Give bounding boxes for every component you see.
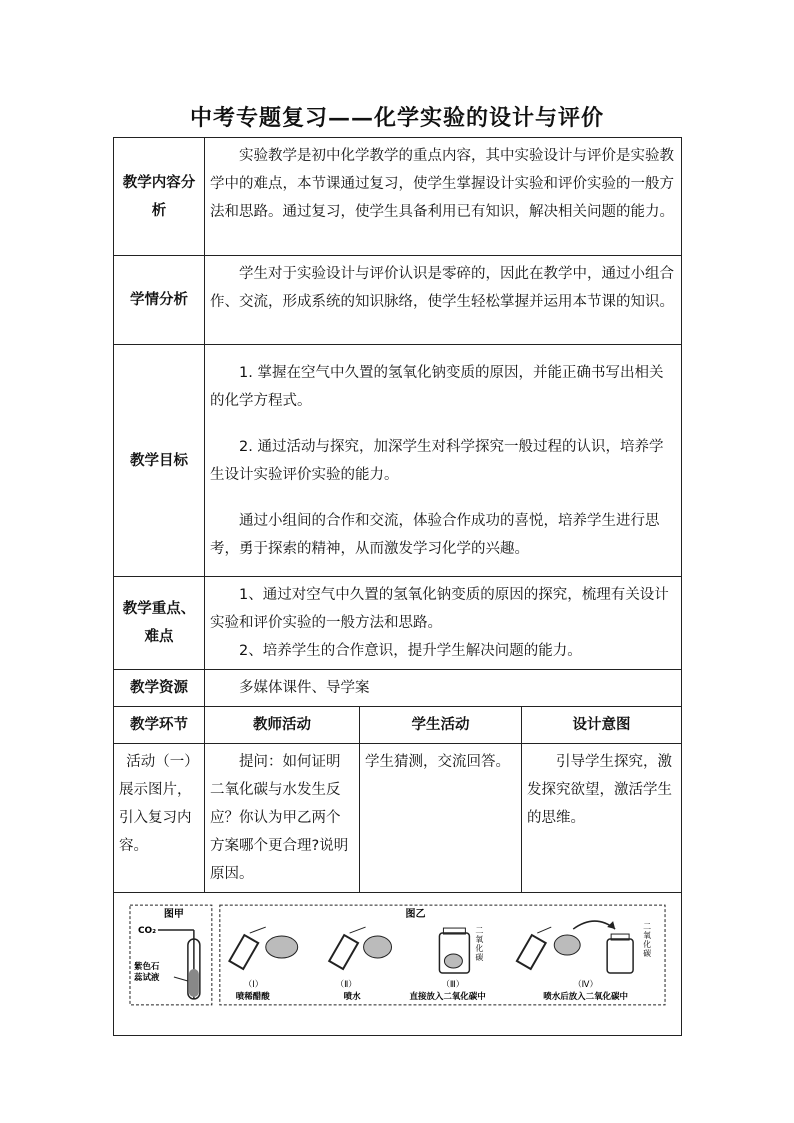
label-objectives: 教学目标 bbox=[114, 345, 205, 577]
row-resources bbox=[114, 670, 682, 707]
step-1-caption: 喷稀醋酸 bbox=[235, 990, 270, 1001]
figure-yi-title: 图乙 bbox=[405, 909, 426, 921]
flower-icon bbox=[364, 936, 392, 958]
step-3-gas-label: 二氧化碳 bbox=[475, 926, 484, 962]
flower-icon bbox=[444, 954, 462, 968]
figure-cell bbox=[114, 893, 682, 1036]
figure-jia bbox=[130, 905, 212, 1005]
header-stage: 教学环节 bbox=[114, 707, 205, 744]
step-2-num: （Ⅱ） bbox=[335, 978, 357, 989]
page-title: 中考专题复习——化学实验的设计与评价 bbox=[189, 105, 604, 131]
row-key-points bbox=[114, 577, 682, 670]
lesson-plan-table bbox=[113, 137, 682, 1036]
text-learner-analysis: 学生对于实验设计与评价认识是零碎的，因此在教学中，通过小组合作、交流，形成系统的知识脉络，使学生轻松掌握并运用本节课的知识。 bbox=[205, 256, 682, 345]
figure-jia-liquid-label: 紫色石蕊试液 bbox=[133, 960, 160, 982]
row-learner-analysis bbox=[114, 256, 682, 345]
row-objectives bbox=[114, 345, 682, 577]
header-intent: 设计意图 bbox=[522, 707, 682, 744]
key-point-item: 2、培养学生的合作意识，提升学生解决问题的能力。 bbox=[239, 643, 582, 659]
step-2-caption: 喷水 bbox=[343, 990, 361, 1001]
label-resources: 教学资源 bbox=[114, 670, 205, 707]
process-row bbox=[114, 744, 682, 893]
cell-intent: 引导学生探究，激发探究欲望，激活学生的思维。 bbox=[522, 744, 682, 893]
experiment-figure bbox=[124, 899, 671, 1019]
step-1 bbox=[229, 927, 297, 1001]
step-4-caption: 喷水后放入二氧化碳中 bbox=[543, 990, 628, 1001]
figure-jia-gas-label: CO₂ bbox=[137, 926, 157, 937]
spray-bottle-icon bbox=[229, 935, 258, 969]
text-resources: 多媒体课件、导学案 bbox=[205, 670, 682, 707]
spray-bottle-icon bbox=[329, 935, 358, 969]
step-3-num: （Ⅲ） bbox=[441, 978, 465, 989]
objective-item: 2. 通过活动与探究，加深学生对科学探究一般过程的认识，培养学生设计实验评价实验的能力。 bbox=[210, 438, 664, 483]
arrow-icon bbox=[573, 921, 615, 929]
header-teacher: 教师活动 bbox=[205, 707, 360, 744]
cell-teacher: 提问：如何证明二氧化碳与水发生反应？你认为甲乙两个方案哪个更合理?说明原因。 bbox=[205, 744, 360, 893]
step-3 bbox=[409, 926, 486, 1001]
step-4-gas-label: 二氧化碳 bbox=[643, 922, 652, 959]
process-header-row bbox=[114, 707, 682, 744]
step-3-caption: 直接放入二氧化碳中 bbox=[409, 990, 486, 1001]
key-point-item: 1、通过对空气中久置的氢氧化钠变质的原因的探究，梳理有关设计实验和评价实验的一般方法和思路。 bbox=[210, 587, 669, 631]
step-2 bbox=[329, 927, 391, 1001]
text-key-points bbox=[205, 577, 682, 670]
text-objectives bbox=[205, 345, 682, 577]
label-key-points: 教学重点、难点 bbox=[114, 577, 205, 670]
jar-icon bbox=[607, 939, 633, 973]
flower-icon bbox=[554, 935, 580, 955]
cell-stage: 活动（一）展示图片，引入复习内容。 bbox=[114, 744, 205, 893]
text-content-analysis: 实验教学是初中化学教学的重点内容，其中实验设计与评价是实验教学中的难点，本节课通过复习，使学生掌握设计实验和评价实验的一般方法和思路。通过复习，使学生具备利用已有知识，解决相关问题的能力。 bbox=[205, 138, 682, 256]
step-4-num: （Ⅳ） bbox=[573, 978, 598, 989]
cell-student: 学生猜测，交流回答。 bbox=[360, 744, 522, 893]
objective-item: 1. 掌握在空气中久置的氢氧化钠变质的原因，并能正确书写出相关的化学方程式。 bbox=[210, 364, 664, 409]
step-4 bbox=[517, 921, 651, 1001]
header-student: 学生活动 bbox=[360, 707, 522, 744]
row-content-analysis bbox=[114, 138, 682, 256]
objective-item: 通过小组间的合作和交流，体验合作成功的喜悦，培养学生进行思考，勇于探索的精神，从而激发学习化学的兴趣。 bbox=[210, 512, 660, 557]
flower-icon bbox=[266, 936, 298, 958]
figure-row bbox=[114, 893, 682, 1036]
figure-yi bbox=[220, 905, 665, 1005]
label-content-analysis: 教学内容分析 bbox=[114, 138, 205, 256]
figure-jia-title: 图甲 bbox=[163, 909, 184, 921]
spray-bottle-icon bbox=[517, 935, 546, 969]
step-1-num: （Ⅰ） bbox=[243, 978, 264, 989]
label-learner-analysis: 学情分析 bbox=[114, 256, 205, 345]
